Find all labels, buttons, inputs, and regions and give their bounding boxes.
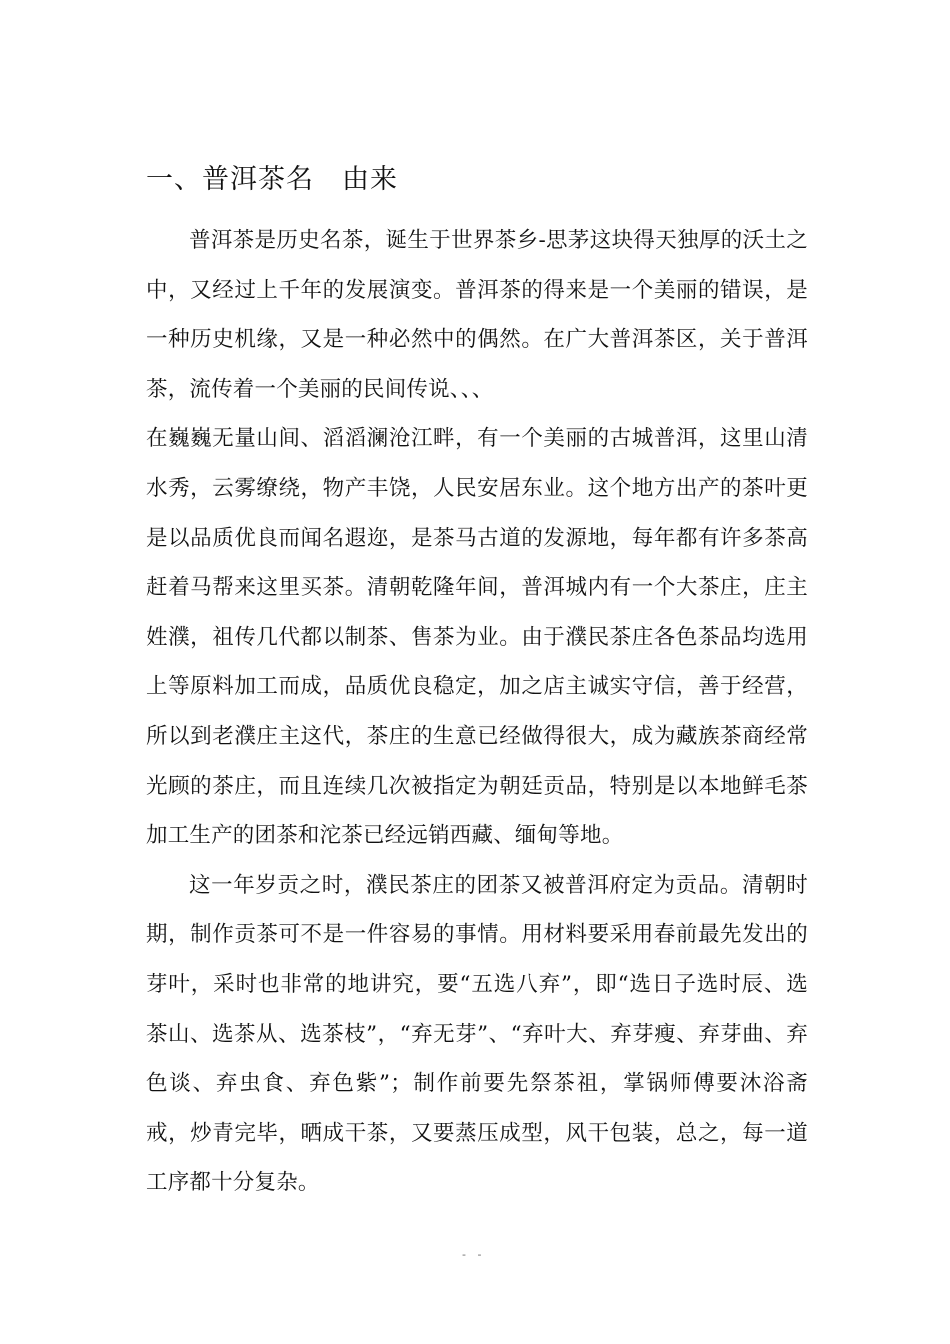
- section-heading: 一、普洱茶名 由来: [146, 164, 398, 195]
- paragraph-2: 在巍巍无量山间、滔滔澜沧江畔，有一个美丽的古城普洱，这里山清水秀，云雾缭绕，物产丰饶，人民安居东业。这个地方出产的茶叶更是以品质优良而闻名遐迩，是茶马古道的发源地，每年都有许多茶高赶着马帮来这里买茶。清朝乾隆年间，普洱城内有一个大茶庄，庄主姓濮，祖传几代都以制茶、售茶为业。由于濮民茶庄各色茶品均选用上等原料加工而成，品质优良稳定，加之店主诚实守信，善于经营，所以到老濮庄主这代，茶庄的生意已经做得很大，成为藏族茶商经常光顾的茶庄，而且连续几次被指定为朝廷贡品，特别是以本地鲜毛茶加工生产的团茶和沱茶已经远销西藏、缅甸等地。: [146, 426, 808, 849]
- body-text: [146, 216, 808, 1208]
- paragraph-3: 这一年岁贡之时，濮民茶庄的团茶又被普洱府定为贡品。清朝时期，制作贡茶可不是一件容易的事情。用材料要采用春前最先发出的芽叶，采时也非常的地讲究，要“五选八弃”，即“选日子选时辰、选茶山、选茶从、选茶枝”，“弃无芽”、“弃叶大、弃芽瘦、弃芽曲、弃色谈、弃虫食、弃色紫”；制作前要先祭茶祖，掌锅师傅要沐浴斋戒，炒青完毕，晒成干茶，又要蒸压成型，风干包装，总之，每一道工序都十分复杂。: [146, 872, 808, 1196]
- paragraph-1: 普洱茶是历史名茶，诞生于世界茶乡-思茅这块得天独厚的沃土之中，又经过上千年的发展演变。普洱茶的得来是一个美丽的错误，是一种历史机缘，又是一种必然中的偶然。在广大普洱茶区，关于普洱茶，流传着一个美丽的民间传说、、、: [146, 228, 808, 402]
- page-number-footer: - -: [462, 1248, 486, 1261]
